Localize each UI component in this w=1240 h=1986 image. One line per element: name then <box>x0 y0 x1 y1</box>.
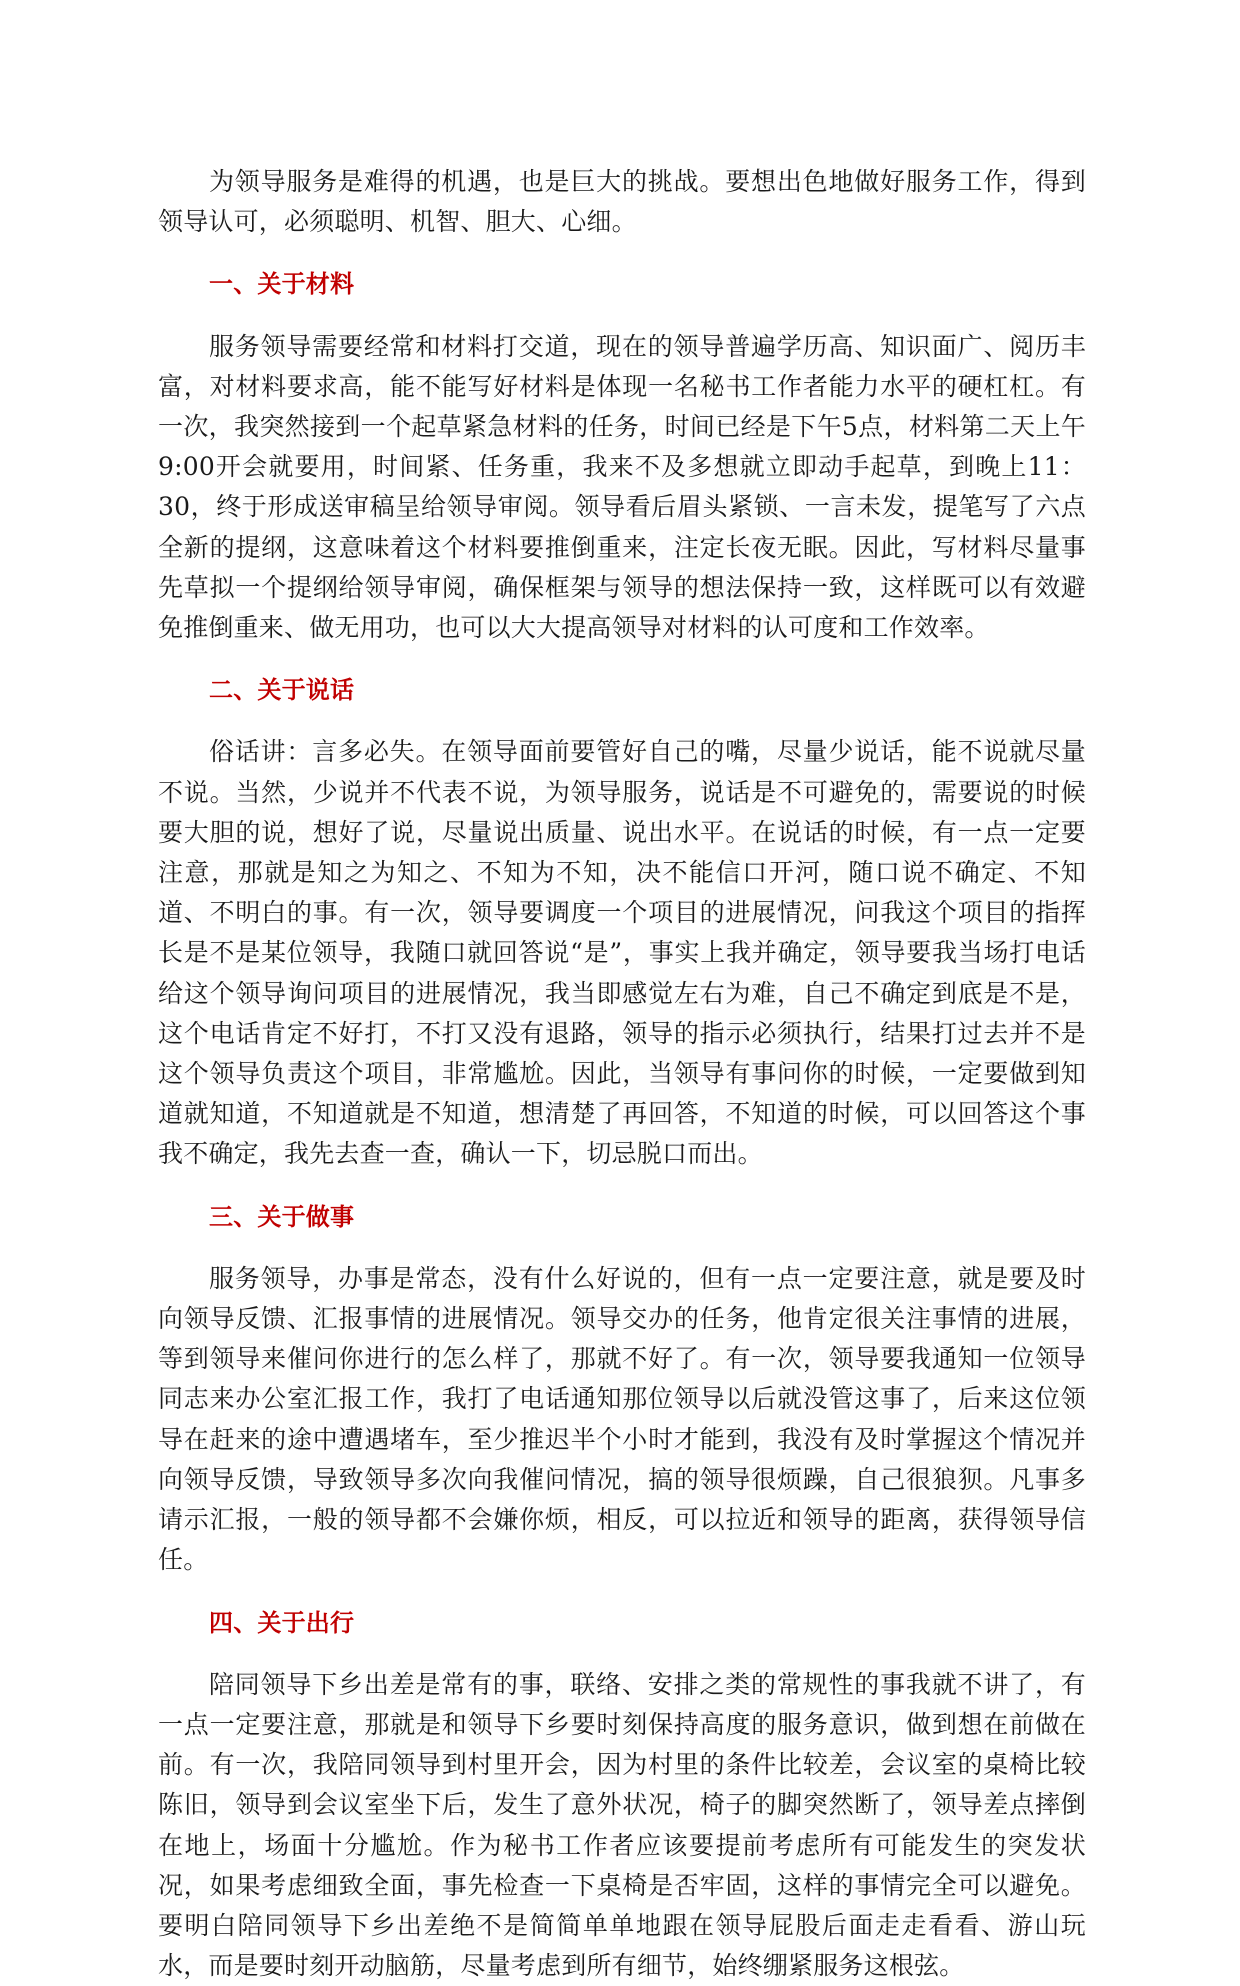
section-heading-speaking: 二、关于说话 <box>209 676 355 705</box>
section-body-travel: 陪同领导下乡出差是常有的事，联络、安排之类的常规性的事我就不讲了，有一点一定要注意，那就是和领导下乡要时刻保持高度的服务意识，做到想在前做在前。有一次，我陪同领导到村里开会，因为村里的条件比较差，会议室的桌椅比较陈旧，领导到会议室坐下后，发生了意外状况，椅子的脚突然断了，领导差点摔倒在地上，场面十分尴尬。作为秘书工作者应该要提前考虑所有可能发生的突发状况，如果考虑细致全面，事先检查一下桌椅是否牢固，这样的事情完全可以避免。要明白陪同领导下乡出差绝不是简简单单地跟在领导屁股后面走走看看、游山玩水，而是要时刻开动脑筋，尽量考虑到所有细节，始终绷紧服务这根弦。 <box>158 1669 1086 1981</box>
section-body-speaking: 俗话讲：言多必失。在领导面前要管好自己的嘴，尽量少说话，能不说就尽量不说。当然，少说并不代表不说，为领导服务，说话是不可避免的，需要说的时候要大胆的说，想好了说，尽量说出质量、说出水平。在说话的时候，有一点一定要注意，那就是知之为知之、不知为不知，决不能信口开河，随口说不确定、不知道、不明白的事。有一次，领导要调度一个项目的进展情况，问我这个项目的指挥长是不是某位领导，我随口就回答说“是”，事实上我并确定，领导要我当场打电话给这个领导询问项目的进展情况，我当即感觉左右为难，自己不确定到底是不是，这个电话肯定不好打，不打又没有退路，领导的指示必须执行，结果打过去并不是这个领导负责这个项目，非常尴尬。因此，当领导有事问你的时候，一定要做到知道就知道，不知道就是不知道，想清楚了再回答，不知道的时候，可以回答这个事我不确定，我先去查一查，确认一下，切忌脱口而出。 <box>158 737 1086 1169</box>
section-heading-work: 三、关于做事 <box>209 1202 355 1231</box>
section-body-materials: 服务领导需要经常和材料打交道，现在的领导普遍学历高、知识面广、阅历丰富，对材料要求高，能不能写好材料是体现一名秘书工作者能力水平的硬杠杠。有一次，我突然接到一个起草紧急材料的任务，时间已经是下午5点，材料第二天上午9:00开会就要用，时间紧、任务重，我来不及多想就立即动手起草，到晚上11：30，终于形成送审稿呈给领导审阅。领导看后眉头紧锁、一言未发，提笔写了六点全新的提纲，这意味着这个材料要推倒重来，注定长夜无眠。因此，写材料尽量事先草拟一个提纲给领导审阅，确保框架与领导的想法保持一致，这样既可以有效避免推倒重来、做无用功，也可以大大提高领导对材料的认可度和工作效率。 <box>158 331 1086 643</box>
section-body-work: 服务领导，办事是常态，没有什么好说的，但有一点一定要注意，就是要及时向领导反馈、汇报事情的进展情况。领导交办的任务，他肯定很关注事情的进展，等到领导来催问你进行的怎么样了，那就不好了。有一次，领导要我通知一位领导同志来办公室汇报工作，我打了电话通知那位领导以后就没管这事了，后来这位领导在赶来的途中遭遇堵车，至少推迟半个小时才能到，我没有及时掌握这个情况并向领导反馈，导致领导多次向我催问情况，搞的领导很烦躁，自己很狼狈。凡事多请示汇报，一般的领导都不会嫌你烦，相反，可以拉近和领导的距离，获得领导信任。 <box>158 1263 1086 1575</box>
intro-paragraph: 为领导服务是难得的机遇，也是巨大的挑战。要想出色地做好服务工作，得到领导认可，必须聪明、机智、胆大、心细。 <box>158 167 1086 237</box>
document-page <box>158 162 1086 1986</box>
section-heading-materials: 一、关于材料 <box>209 270 355 299</box>
section-heading-travel: 四、关于出行 <box>209 1608 355 1637</box>
